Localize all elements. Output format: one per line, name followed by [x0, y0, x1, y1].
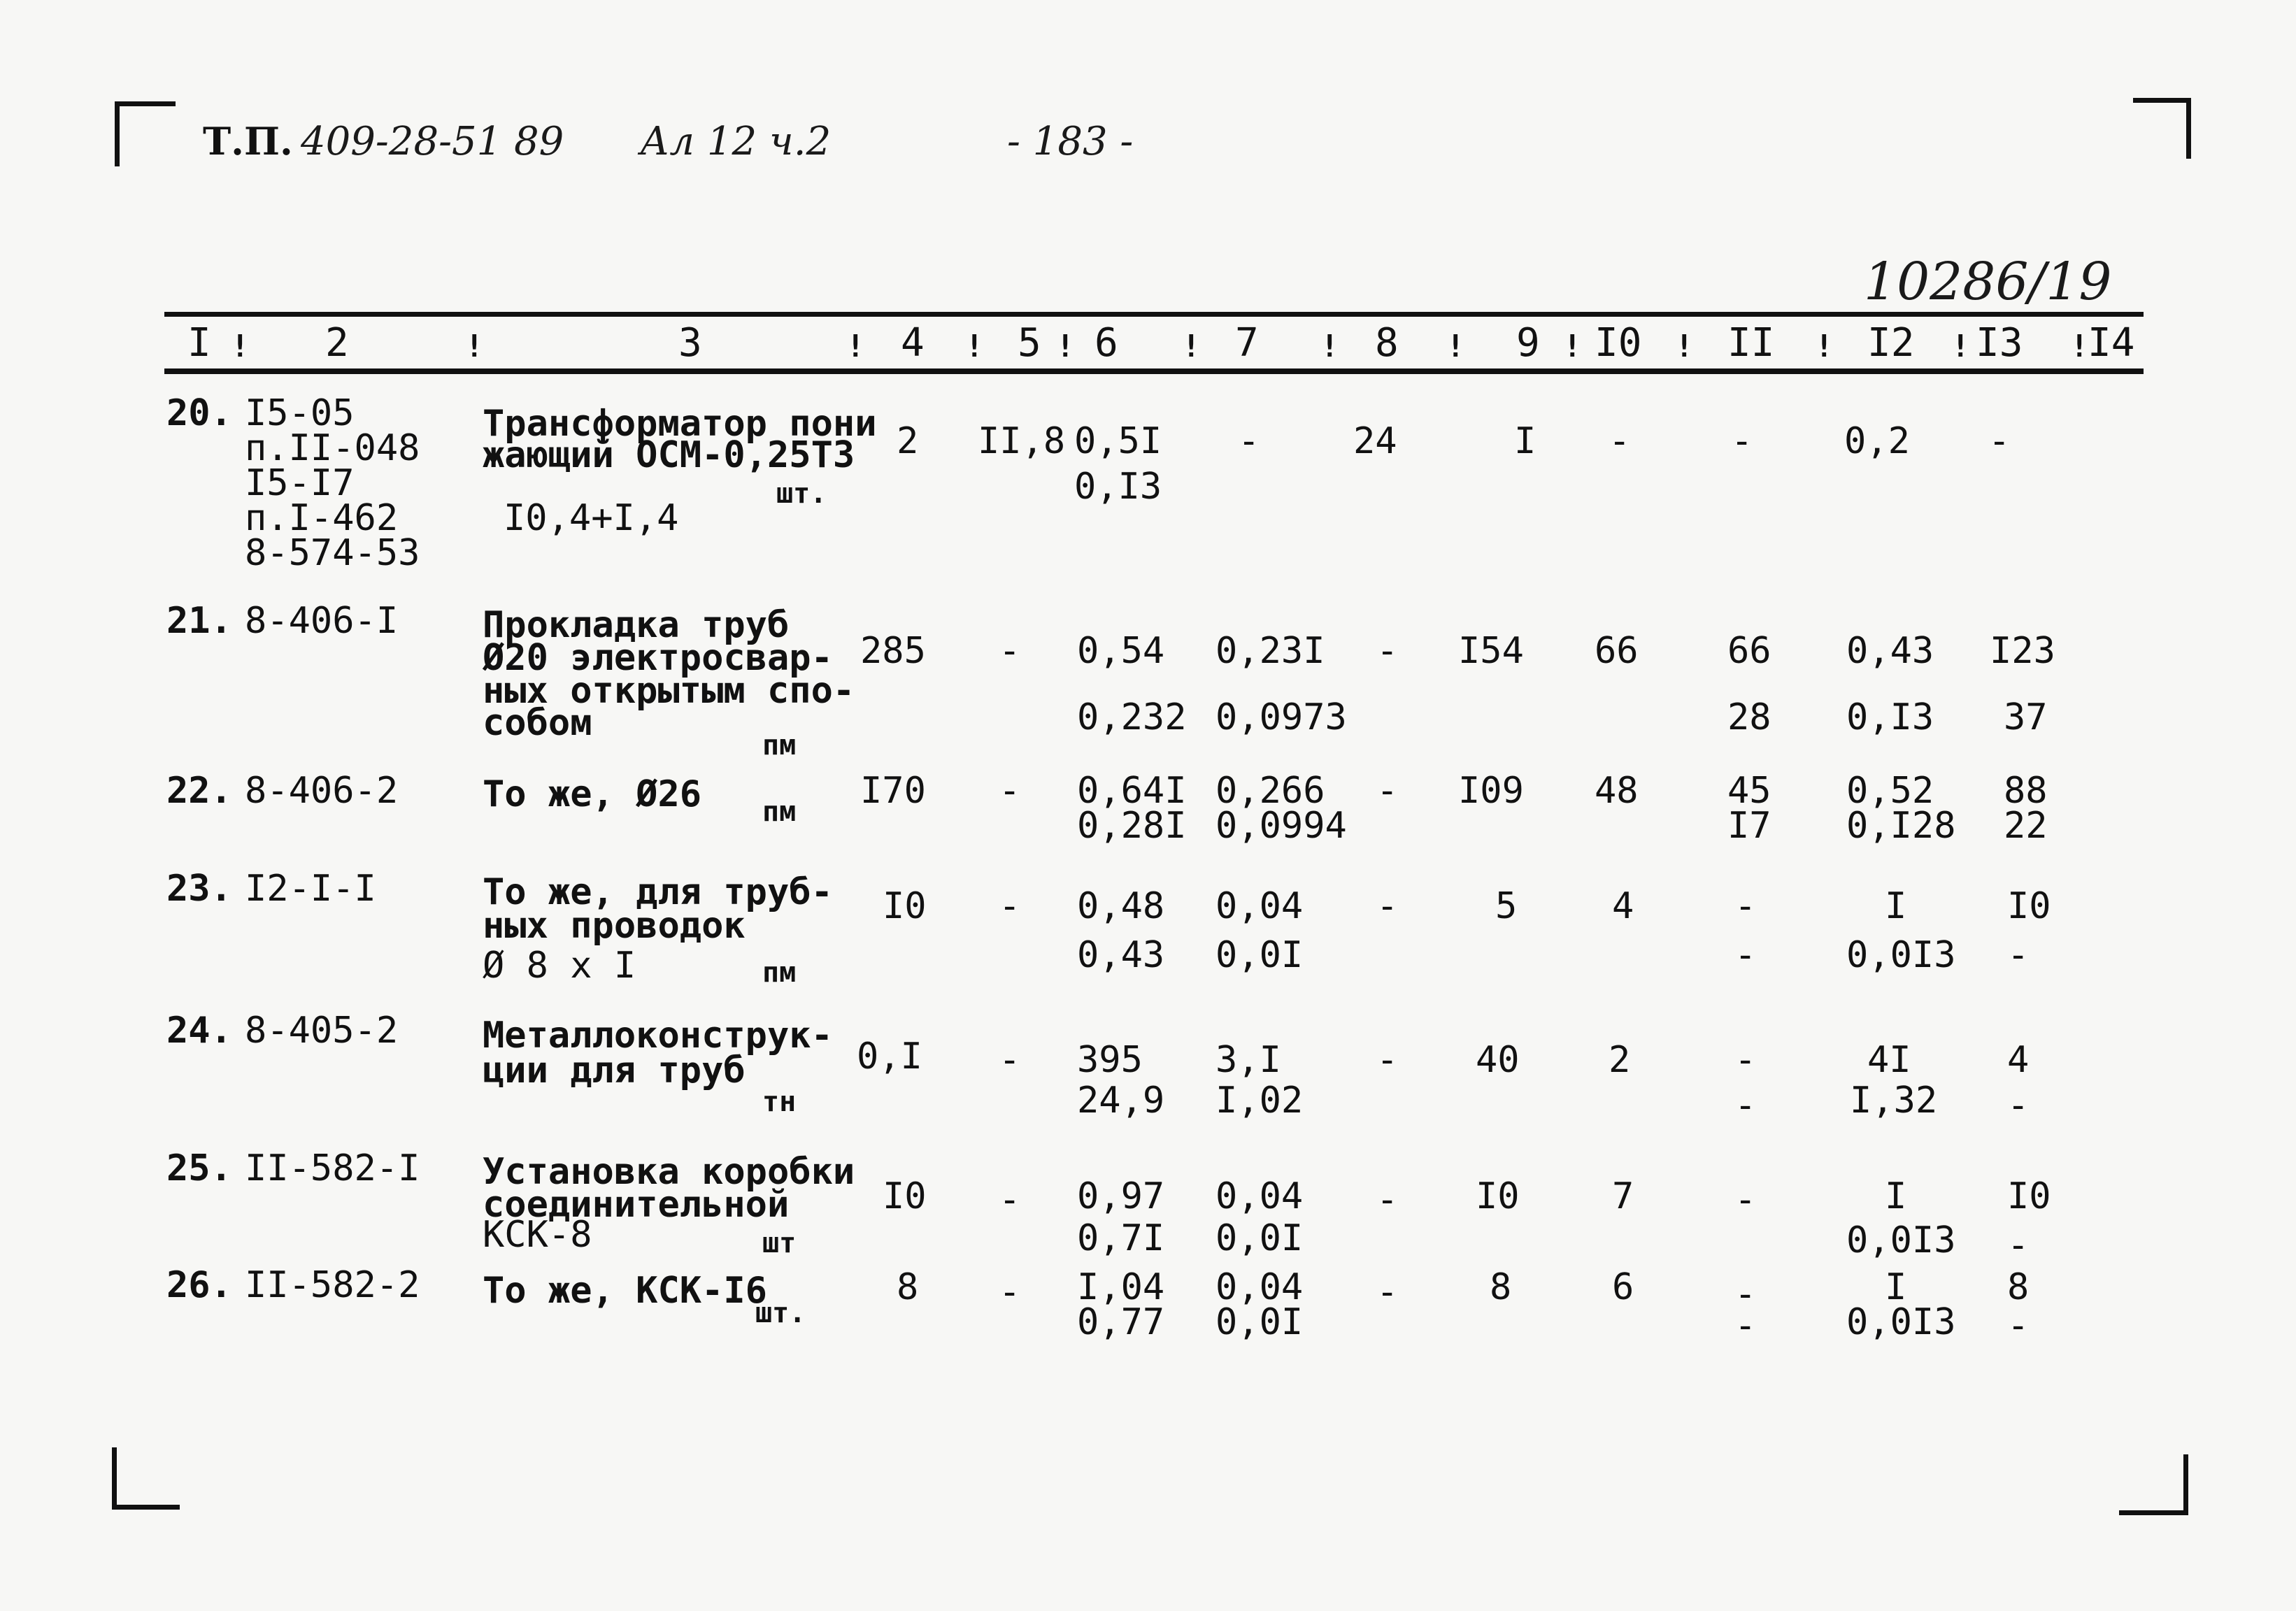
row-name: Установка коробки	[483, 1151, 855, 1193]
cell-c9: I09	[1458, 770, 1524, 812]
frame-corner-bottom-right	[2119, 1454, 2188, 1515]
col-separator: !	[1951, 329, 1970, 364]
cell-c7: 3,I	[1215, 1039, 1281, 1081]
cell-c12: 0,0I3	[1846, 934, 1956, 976]
row-name: I0,4+I,4	[504, 497, 679, 539]
cell-c5: -	[999, 1039, 1021, 1081]
col-header-13: I3	[1976, 320, 2023, 366]
cell-c6: 0,232	[1077, 696, 1187, 738]
cell-c5: -	[999, 630, 1021, 672]
cell-c11: -	[1734, 885, 1757, 927]
col-separator: !	[465, 329, 484, 364]
cell-c12: 0,52	[1846, 770, 1934, 812]
col-header-5: 5	[1018, 320, 1041, 366]
cell-c11: -	[1734, 1273, 1757, 1315]
cell-c4: 285	[860, 630, 926, 672]
col-header-4: 4	[901, 320, 925, 366]
row-number: 22.	[166, 770, 232, 812]
cell-c6: 0,54	[1077, 630, 1165, 672]
cell-c4: 2	[897, 420, 919, 462]
cell-c7: 0,0I	[1215, 934, 1304, 976]
cell-c11: 45	[1727, 770, 1771, 812]
col-separator: !	[965, 329, 984, 364]
cell-c11: -	[1731, 420, 1753, 462]
col-separator: !	[1320, 329, 1339, 364]
cell-c6: 0,77	[1077, 1301, 1165, 1343]
cell-c9: 8	[1490, 1266, 1512, 1308]
cell-c8: -	[1376, 1271, 1399, 1313]
cell-c8: -	[1376, 1039, 1399, 1081]
row-code: I5-I7	[245, 462, 355, 504]
project-code: 409-28-51 89	[301, 119, 564, 164]
cell-c12: I	[1885, 1266, 1907, 1308]
cell-c13: -	[2007, 1224, 2030, 1266]
cell-c10: 7	[1612, 1175, 1634, 1217]
cell-c9: I54	[1458, 630, 1524, 672]
col-separator: !	[1056, 329, 1075, 364]
col-header-3: 3	[678, 320, 702, 366]
col-header-14: I4	[2088, 320, 2135, 366]
cell-c10: 66	[1595, 630, 1639, 672]
inventory-number: 10286/19	[1864, 252, 2112, 312]
row-unit: шт.	[776, 478, 827, 510]
cell-c7: 0,0994	[1215, 805, 1347, 847]
cell-c8: -	[1376, 885, 1399, 927]
cell-c9: I0	[1476, 1175, 1520, 1217]
table-header-bottom-rule	[164, 368, 2144, 374]
cell-c7: 0,04	[1215, 1266, 1304, 1308]
col-separator: !	[1815, 329, 1834, 364]
cell-c6: 24,9	[1077, 1080, 1165, 1122]
cell-c5: -	[999, 770, 1021, 812]
cell-c13: I0	[2007, 885, 2051, 927]
row-number: 26.	[166, 1264, 232, 1306]
cell-c12: 0,0I3	[1846, 1219, 1956, 1261]
row-name: КСК-8	[483, 1214, 592, 1256]
cell-c11: -	[1734, 1179, 1757, 1221]
col-separator: !	[846, 329, 865, 364]
frame-corner-top-right	[2133, 98, 2191, 159]
frame-corner-bottom-left	[112, 1447, 180, 1510]
cell-c13: 37	[2004, 696, 2048, 738]
col-header-12: I2	[1867, 320, 1915, 366]
row-name: То же, КСК-I6	[483, 1270, 767, 1312]
cell-c7: 0,266	[1215, 770, 1325, 812]
cell-c11: -	[1734, 1039, 1757, 1081]
col-header-10: I0	[1595, 320, 1642, 366]
cell-c6: 0,97	[1077, 1175, 1165, 1217]
cell-c11: 28	[1727, 696, 1771, 738]
cell-c6: 0,43	[1077, 934, 1165, 976]
page-number: - 183 -	[1007, 119, 1134, 164]
cell-c13: -	[1988, 420, 2011, 462]
row-name: жающий ОСМ-0,25Т3	[483, 434, 855, 476]
row-number: 25.	[166, 1147, 232, 1189]
col-separator: !	[1446, 329, 1465, 364]
row-unit: пм	[762, 796, 797, 828]
cell-c10: 6	[1612, 1266, 1634, 1308]
cell-c11: -	[1734, 934, 1757, 976]
row-number: 23.	[166, 868, 232, 910]
cell-c13: I23	[1990, 630, 2055, 672]
row-code: II-582-2	[245, 1264, 420, 1306]
cell-c5: -	[999, 1179, 1021, 1221]
cell-c12: 4I	[1867, 1039, 1911, 1081]
row-name: То же, для труб-	[483, 871, 833, 913]
cell-c7: 0,23I	[1215, 630, 1325, 672]
cell-c7: -	[1238, 420, 1260, 462]
cell-c13: -	[2007, 934, 2030, 976]
row-number: 20.	[166, 392, 232, 434]
cell-c8: -	[1376, 770, 1399, 812]
row-code: п.II-048	[245, 427, 420, 469]
row-name: ных открытым спо-	[483, 670, 855, 712]
cell-c6: 0,28I	[1077, 805, 1187, 847]
cell-c11: I7	[1727, 805, 1771, 847]
cell-c5: II,8	[978, 420, 1066, 462]
cell-c6: I,04	[1077, 1266, 1165, 1308]
row-number: 21.	[166, 600, 232, 642]
cell-c7: 0,0I	[1215, 1301, 1304, 1343]
row-name: ных проводок	[483, 905, 746, 947]
cell-c4: I70	[860, 770, 926, 812]
cell-c9: 40	[1476, 1039, 1520, 1081]
cell-c6: 0,7I	[1077, 1217, 1165, 1259]
cell-c13: 8	[2007, 1266, 2030, 1308]
cell-c13: 4	[2007, 1039, 2030, 1081]
col-separator: !	[1563, 329, 1582, 364]
cell-c12: I	[1885, 1175, 1907, 1217]
frame-corner-top-left	[115, 101, 176, 166]
row-code: 8-574-53	[245, 532, 420, 574]
row-code: п.I-462	[245, 497, 399, 539]
cell-c7: 0,0I	[1215, 1217, 1304, 1259]
col-header-11: II	[1727, 320, 1775, 366]
cell-c7: I,02	[1215, 1080, 1304, 1122]
col-header-2: 2	[325, 320, 349, 366]
cell-c6: 0,5I	[1074, 420, 1162, 462]
cell-c5: -	[999, 1271, 1021, 1313]
col-header-7: 7	[1235, 320, 1259, 366]
cell-c11: -	[1734, 1305, 1757, 1347]
row-unit: шт.	[755, 1297, 806, 1329]
tp-label: Т.П.	[203, 119, 293, 164]
row-unit: тн	[762, 1086, 797, 1118]
col-separator: !	[1182, 329, 1201, 364]
cell-c6: 0,I3	[1074, 466, 1162, 508]
col-header-1: I	[187, 320, 211, 366]
cell-c12: 0,2	[1844, 420, 1910, 462]
row-name: Металлоконструк-	[483, 1015, 833, 1057]
cell-c9: 5	[1495, 885, 1518, 927]
row-number: 24.	[166, 1010, 232, 1052]
col-header-6: 6	[1094, 320, 1118, 366]
col-separator: !	[2070, 329, 2089, 364]
cell-c9: I	[1514, 420, 1536, 462]
cell-c11: -	[1734, 1084, 1757, 1126]
cell-c10: 4	[1612, 885, 1634, 927]
row-code: 8-406-I	[245, 600, 399, 642]
cell-c6: 0,48	[1077, 885, 1165, 927]
cell-c12: I,32	[1850, 1080, 1938, 1122]
row-name: Трансформатор пони	[483, 403, 877, 445]
row-code: 8-406-2	[245, 770, 399, 812]
row-name: Прокладка труб	[483, 604, 790, 646]
col-separator: !	[231, 329, 250, 364]
cell-c10: 48	[1595, 770, 1639, 812]
cell-c5: -	[999, 885, 1021, 927]
cell-c4: I0	[883, 1175, 927, 1217]
cell-c4: I0	[883, 885, 927, 927]
row-code: II-582-I	[245, 1147, 420, 1189]
row-name: Ø20 электросвар-	[483, 637, 833, 679]
cell-c13: I0	[2007, 1175, 2051, 1217]
cell-c10: 2	[1609, 1039, 1631, 1081]
cell-c4: 8	[897, 1266, 919, 1308]
cell-c7: 0,04	[1215, 1175, 1304, 1217]
cell-c8: -	[1376, 1179, 1399, 1221]
cell-c13: -	[2007, 1305, 2030, 1347]
cell-c11: 66	[1727, 630, 1771, 672]
cell-c8: 24	[1353, 420, 1397, 462]
row-code: 8-405-2	[245, 1010, 399, 1052]
cell-c12: I	[1885, 885, 1907, 927]
cell-c12: 0,I28	[1846, 805, 1956, 847]
row-name: Ø 8 x I	[483, 945, 636, 987]
table-top-rule	[164, 312, 2144, 317]
cell-c6: 0,64I	[1077, 770, 1187, 812]
row-code: I5-05	[245, 392, 355, 434]
col-separator: !	[1675, 329, 1694, 364]
col-header-8: 8	[1375, 320, 1399, 366]
row-name: ции для труб	[483, 1050, 746, 1091]
cell-c13: 88	[2004, 770, 2048, 812]
cell-c10: -	[1609, 420, 1631, 462]
row-name: То же, Ø26	[483, 773, 702, 815]
row-name: соединительной	[483, 1184, 790, 1226]
cell-c13: 22	[2004, 805, 2048, 847]
row-code: I2-I-I	[245, 868, 376, 910]
row-unit: пм	[762, 729, 797, 761]
sheet-label: Ал 12 ч.2	[640, 119, 832, 164]
cell-c4: 0,I	[857, 1036, 922, 1077]
cell-c12: 0,I3	[1846, 696, 1934, 738]
cell-c7: 0,0973	[1215, 696, 1347, 738]
row-unit: пм	[762, 957, 797, 989]
cell-c12: 0,0I3	[1846, 1301, 1956, 1343]
col-header-9: 9	[1516, 320, 1540, 366]
cell-c8: -	[1376, 630, 1399, 672]
cell-c12: 0,43	[1846, 630, 1934, 672]
row-unit: шт	[762, 1227, 797, 1259]
cell-c7: 0,04	[1215, 885, 1304, 927]
cell-c6: 395	[1077, 1039, 1143, 1081]
row-name: собом	[483, 702, 592, 744]
cell-c13: -	[2007, 1084, 2030, 1126]
